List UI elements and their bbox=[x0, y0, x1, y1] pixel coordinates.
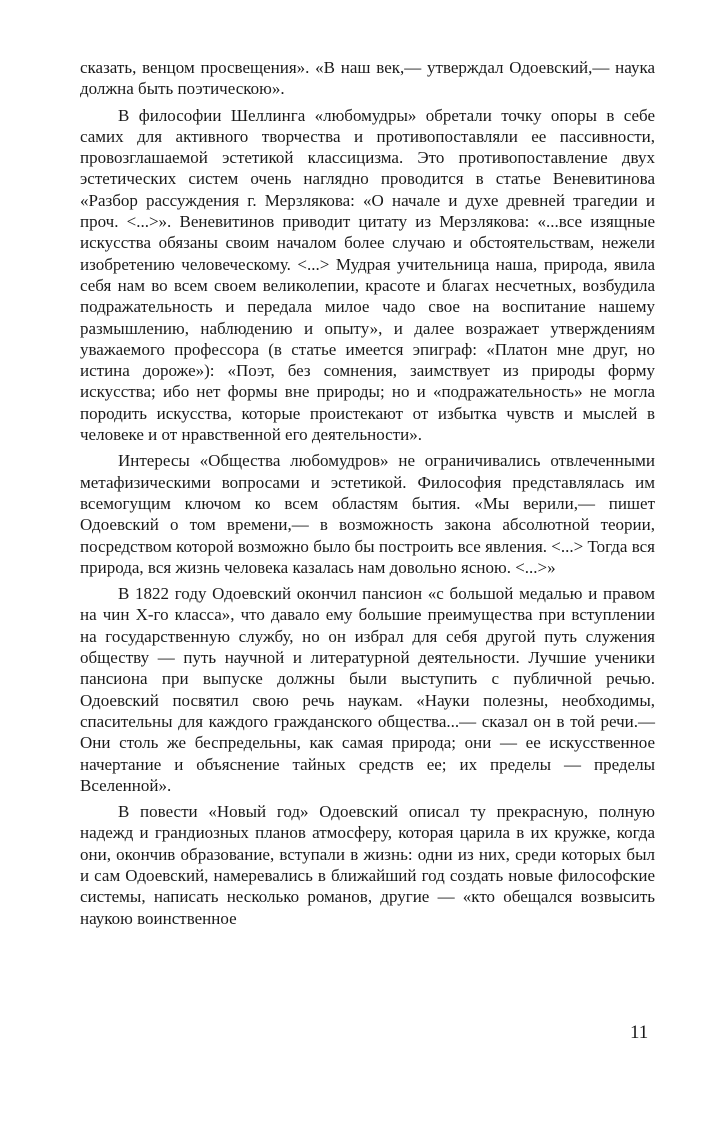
paragraph-new-year-story: В повести «Новый год» Одоевский описал ту прекрасную, полную надежд и грандиозных планов атмосферу, которая царила в их кружке, когда они, окончив образование, вступали в жизнь: одни из них, среди которых был и сам Одоевский, намеревались в ближайший год создать новые философские системы, написать несколько романов, другие — «кто обещался возвысить наукою воинственное bbox=[80, 802, 655, 928]
paragraph-1822-graduation: В 1822 году Одоевский окончил пансион «с большой медалью и правом на чин X-го класса», что давало ему большие преимущества при вступлении на государственную службу, но он избрал для себя другой путь служения обществу — путь научной и литературной деятельности. Лучшие ученики пансиона при выпуске должны были выступить с публичной речью. Одоевский посвятил свою речь наукам. «Науки полезны, необходимы, спасительны для каждого гражданского общества...— сказал он в той речи.— Они столь же беспредельны, как самая природа; они — ее искусственное начертание и объяснение тайных средств ее; их пределы — пределы Вселенной». bbox=[80, 584, 655, 795]
paragraph-lyubomudry-interests: Интересы «Общества любомудров» не ограничивались отвлеченными метафизическими вопросами и эстетикой. Философия представлялась им всемогущим ключом ко всем областям бытия. «Мы верили,— пишет Одоевский о том времени,— в возможность закона абсолютной теории, посредством которой возможно было бы построить все явления. <...> Тогда вся природа, вся жизнь человека казалась нам довольно ясною. <...>» bbox=[80, 451, 655, 577]
paragraph-continuation: сказать, венцом просвещения». «В наш век,— утверждал Одоевский,— наука должна быть поэтическою». bbox=[80, 58, 655, 99]
page-body bbox=[80, 57, 655, 929]
paragraph-schelling: В философии Шеллинга «любомудры» обретали точку опоры в себе самих для активного творчества и противопоставляли ее пассивности, провозглашаемой эстетикой классицизма. Это противопоставление двух эстетических систем очень наглядно проводится в статье Веневитинова «Разбор рассуждения г. Мерзлякова: «О начале и духе древней трагедии и проч. <...>». Веневитинов приводит цитату из Мерзлякова: «...все изящные искусства обязаны своим началом более случаю и обстоятельствам, нежели изобретению человеческому. <...> Мудрая учительница наша, природа, явила себя нам во всем своем великолепии, красоте и благах несчетных, возбудила подражательность и передала милое чадо свое на воспитание нашему размышлению, наблюдению и опыту», и далее возражает утверждениям уважаемого профессора (в статье имеется эпиграф: «Платон мне друг, но истина дороже»): «Поэт, без сомнения, заимствует из природы форму искусства; ибо нет формы вне природы; но и «подражательность» не могла породить искусства, которые проистекают от избытка чувств и мыслей в человеке и от нравственной его деятельности». bbox=[80, 105, 655, 445]
page-number: 11 bbox=[630, 1022, 649, 1043]
